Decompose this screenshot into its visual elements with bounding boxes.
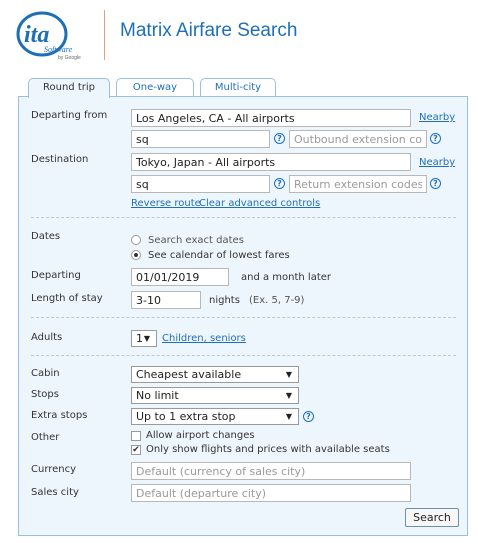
outbound-extension-input[interactable] [289,130,427,148]
dropdown-arrow-icon: ▼ [143,334,150,343]
search-button[interactable]: Search [405,508,459,527]
departing-label: Departing [31,270,81,281]
departing-from-label: Departing from [31,110,108,121]
clear-advanced-link[interactable]: Clear advanced controls [199,198,321,209]
exact-dates-label: Search exact dates [148,235,244,246]
header-divider [104,10,105,60]
departing-nearby-link[interactable]: Nearby [419,112,456,123]
destination-label: Destination [31,154,89,165]
adults-value: 1 [136,332,143,345]
extra-stops-select[interactable] [131,408,299,425]
dates-label: Dates [31,231,61,242]
help-icon[interactable]: ? [430,133,441,144]
radio-exact-dates[interactable] [131,235,141,245]
departing-from-input[interactable] [131,109,411,127]
help-icon[interactable]: ? [430,178,441,189]
stops-label: Stops [31,389,59,400]
dropdown-arrow-icon: ▼ [285,391,292,400]
section-divider [31,217,456,218]
help-icon[interactable]: ? [274,133,285,144]
page-title: Matrix Airfare Search [120,20,298,41]
currency-label: Currency [31,464,77,475]
tab-round-trip[interactable]: Round trip [28,78,110,98]
sales-city-label: Sales city [31,487,79,498]
dropdown-arrow-icon: ▼ [285,370,292,379]
help-icon[interactable]: ? [303,411,314,422]
stops-select[interactable] [131,387,299,404]
currency-input[interactable] [131,462,411,480]
destination-input[interactable] [131,153,411,171]
reverse-route-link[interactable]: Reverse route [131,198,201,209]
length-of-stay-input[interactable] [131,291,201,309]
only-available-label: Only show flights and prices with available seats [146,444,390,455]
cabin-value: Cheapest available [136,368,242,381]
section-divider [31,355,456,356]
departing-suffix: and a month later [241,272,332,283]
allow-airport-changes-checkbox[interactable] [131,431,141,441]
adults-select[interactable] [131,330,157,347]
cabin-select[interactable] [131,366,299,383]
tab-one-way[interactable]: One-way [116,78,194,97]
only-available-checkbox[interactable]: ✔ [132,445,140,455]
length-hint: (Ex. 5, 7-9) [249,295,305,306]
departing-code-input[interactable] [131,130,270,148]
help-icon[interactable]: ? [274,178,285,189]
radio-calendar[interactable] [131,250,141,260]
destination-nearby-link[interactable]: Nearby [419,157,456,168]
return-extension-input[interactable] [289,175,427,193]
logo-sub: Software [44,45,73,54]
departing-date-input[interactable] [131,268,229,286]
extra-stops-label: Extra stops [31,410,88,421]
other-label: Other [31,432,60,443]
length-of-stay-label: Length of stay [31,293,103,304]
dropdown-arrow-icon: ▼ [285,412,292,421]
adults-label: Adults [31,332,63,343]
calendar-label: See calendar of lowest fares [148,250,290,261]
section-divider [31,317,456,318]
cabin-label: Cabin [31,368,60,379]
ita-software-logo [14,10,94,62]
allow-airport-changes-label: Allow airport changes [146,430,255,441]
logo-by: by Google [58,55,81,61]
logo-text: ita [24,22,50,48]
extra-stops-value: Up to 1 extra stop [136,410,236,423]
tab-multi-city[interactable]: Multi-city [200,78,276,97]
search-form-panel [18,96,468,536]
stops-value: No limit [136,389,179,402]
children-seniors-link[interactable]: Children, seniors [162,333,246,344]
destination-code-input[interactable] [131,175,270,193]
sales-city-input[interactable] [131,484,411,502]
nights-label: nights [209,295,240,306]
